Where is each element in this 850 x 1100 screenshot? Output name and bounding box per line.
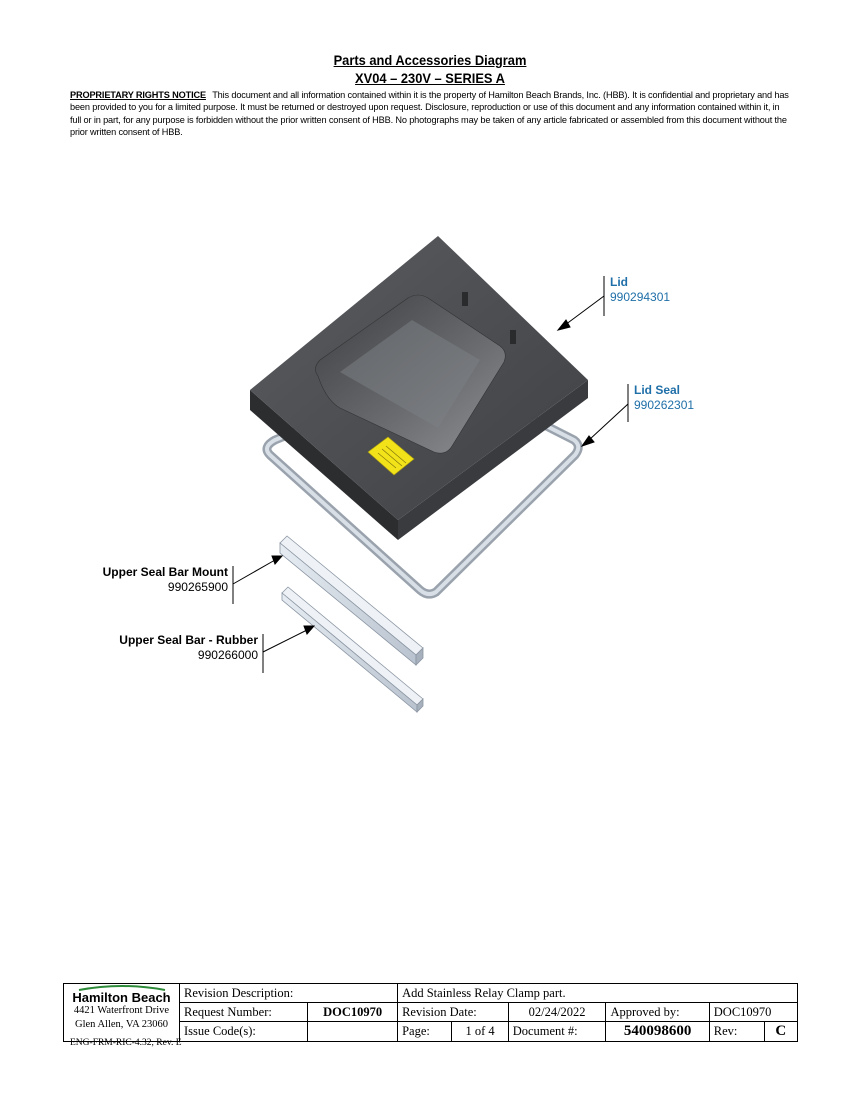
document-number: 540098600 <box>606 1022 709 1042</box>
revision-date-label: Revision Date: <box>398 1003 509 1022</box>
part-name: Upper Seal Bar - Rubber <box>119 633 258 647</box>
approved-by-label: Approved by: <box>606 1003 709 1022</box>
callout-upper-seal-bar-rubber <box>60 633 258 663</box>
company-address-line1: 4421 Waterfront Drive <box>73 1005 170 1016</box>
callout-lid-seal <box>634 383 694 413</box>
issue-code <box>308 1022 398 1042</box>
model-subtitle: XV04 – 230V – SERIES A <box>355 70 505 86</box>
page-label: Page: <box>398 1022 452 1042</box>
callout-upper-seal-bar-mount <box>60 565 228 595</box>
part-name: Lid <box>610 275 628 289</box>
part-name: Upper Seal Bar Mount <box>102 565 228 579</box>
approved-by: DOC10970 <box>709 1003 797 1022</box>
rev-label: Rev: <box>709 1022 764 1042</box>
part-name: Lid Seal <box>634 383 681 397</box>
document-number-label: Document #: <box>508 1022 606 1042</box>
part-number: 990294301 <box>610 290 671 304</box>
notice-heading: PROPRIETARY RIGHTS NOTICE <box>70 90 206 100</box>
title-block <box>63 983 798 1042</box>
page-title: Parts and Accessories Diagram <box>333 52 527 68</box>
part-number: 990265900 <box>167 580 228 594</box>
revision-description: Add Stainless Relay Clamp part. <box>398 984 798 1003</box>
rev-value: C <box>764 1022 797 1042</box>
page-number: 1 of 4 <box>452 1022 508 1042</box>
issue-code-label: Issue Code(s): <box>180 1022 308 1042</box>
part-number: 990262301 <box>634 398 695 412</box>
revision-date: 02/24/2022 <box>508 1003 606 1022</box>
company-block <box>64 984 180 1042</box>
request-number-label: Request Number: <box>180 1003 308 1022</box>
part-number: 990266000 <box>197 648 258 662</box>
callout-lid <box>610 275 670 305</box>
notice-text: This document and all information contained within it is the property of Hamilton Beach Brands, Inc. (HBB). It is confidential and proprietary and has been provided to you for a limited purpose. It must be returned or destroyed upon request. Disclosure, reproduction or use of this document and any information contained within it, in full or in part, for any purpose is forbidden without the prior written consent of HBB. No photographs may be taken of any article fabricated or assembled from this document without the prior written consent of HBB. <box>70 90 789 138</box>
form-footer: ENG-FRM-RIC-4.32, Rev. E <box>70 1038 182 1048</box>
company-logo: Hamilton Beach <box>72 990 171 1005</box>
company-address-line2: Glen Allen, VA 23060 <box>75 1019 168 1030</box>
request-number: DOC10970 <box>308 1003 398 1022</box>
revision-description-label: Revision Description: <box>180 984 398 1003</box>
